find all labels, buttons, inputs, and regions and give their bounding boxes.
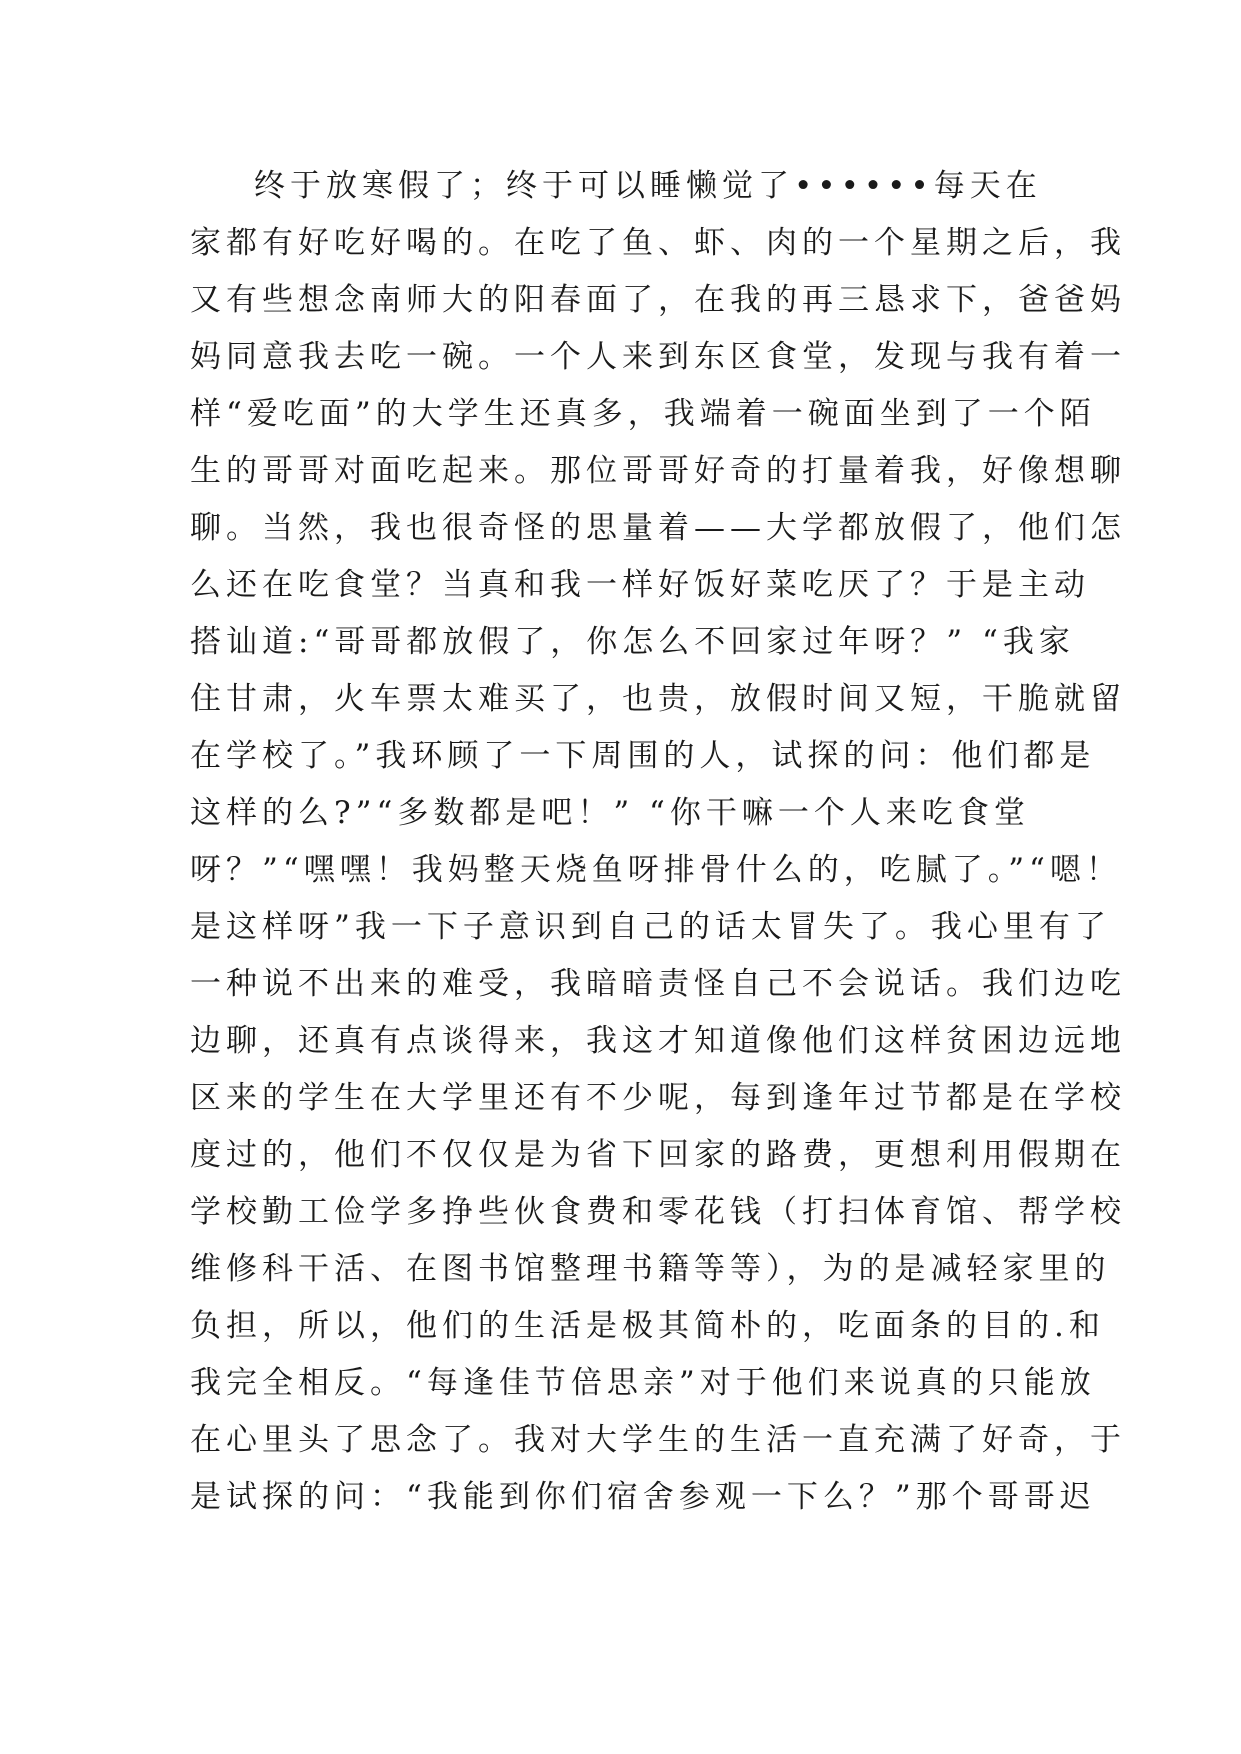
paragraph-line: 在学校了。”我环顾了一下周围的人，试探的问：他们都是 [190, 738, 1096, 774]
paragraph-line: 学校勤工俭学多挣些伙食费和零花钱（打扫体育馆、帮学校 [190, 1194, 1126, 1230]
body-paragraph [190, 158, 1126, 1526]
paragraph-line: 这样的么?”“多数都是吧！” “你干嘛一个人来吃食堂 [190, 795, 1030, 831]
paragraph-line: 终于放寒假了；终于可以睡懒觉了••••••每天在 [254, 168, 1042, 204]
paragraph-line: 边聊，还真有点谈得来，我这才知道像他们这样贫困边远地 [190, 1023, 1126, 1059]
paragraph-line: 住甘肃，火车票太难买了，也贵，放假时间又短，干脆就留 [190, 681, 1126, 717]
paragraph-line: 区来的学生在大学里还有不少呢，每到逢年过节都是在学校 [190, 1080, 1126, 1116]
paragraph-line: 么还在吃食堂？当真和我一样好饭好菜吃厌了？于是主动 [190, 567, 1090, 603]
paragraph-line: 又有些想念南师大的阳春面了，在我的再三恳求下，爸爸妈 [190, 282, 1126, 318]
paragraph-line: 是试探的问：“我能到你们宿舍参观一下么？”那个哥哥迟 [190, 1479, 1096, 1515]
paragraph-line: 聊。当然，我也很奇怪的思量着——大学都放假了，他们怎 [190, 510, 1126, 546]
paragraph-line: 维修科干活、在图书馆整理书籍等等），为的是减轻家里的 [190, 1251, 1111, 1287]
paragraph-line: 妈同意我去吃一碗。一个人来到东区食堂，发现与我有着一 [190, 339, 1126, 375]
paragraph-line: 家都有好吃好喝的。在吃了鱼、虾、肉的一个星期之后，我 [190, 225, 1126, 261]
paragraph-line: 一种说不出来的难受，我暗暗责怪自己不会说话。我们边吃 [190, 966, 1126, 1002]
paragraph-line: 度过的，他们不仅仅是为省下回家的路费，更想利用假期在 [190, 1137, 1126, 1173]
paragraph-line: 样“爱吃面”的大学生还真多，我端着一碗面坐到了一个陌 [190, 396, 1096, 432]
paragraph-line: 呀？”“嘿嘿！我妈整天烧鱼呀排骨什么的，吃腻了。”“嗯！ [190, 852, 1122, 888]
paragraph-line: 负担，所以，他们的生活是极其简朴的，吃面条的目的.和 [190, 1308, 1105, 1344]
paragraph-line: 在心里头了思念了。我对大学生的生活一直充满了好奇，于 [190, 1422, 1126, 1458]
paragraph-line: 我完全相反。“每逢佳节倍思亲”对于他们来说真的只能放 [190, 1365, 1096, 1401]
paragraph-line: 生的哥哥对面吃起来。那位哥哥好奇的打量着我，好像想聊 [190, 453, 1126, 489]
paragraph-line: 搭讪道:“哥哥都放假了，你怎么不回家过年呀？” “我家 [190, 624, 1075, 660]
paragraph-line: 是这样呀”我一下子意识到自己的话太冒失了。我心里有了 [190, 909, 1111, 945]
